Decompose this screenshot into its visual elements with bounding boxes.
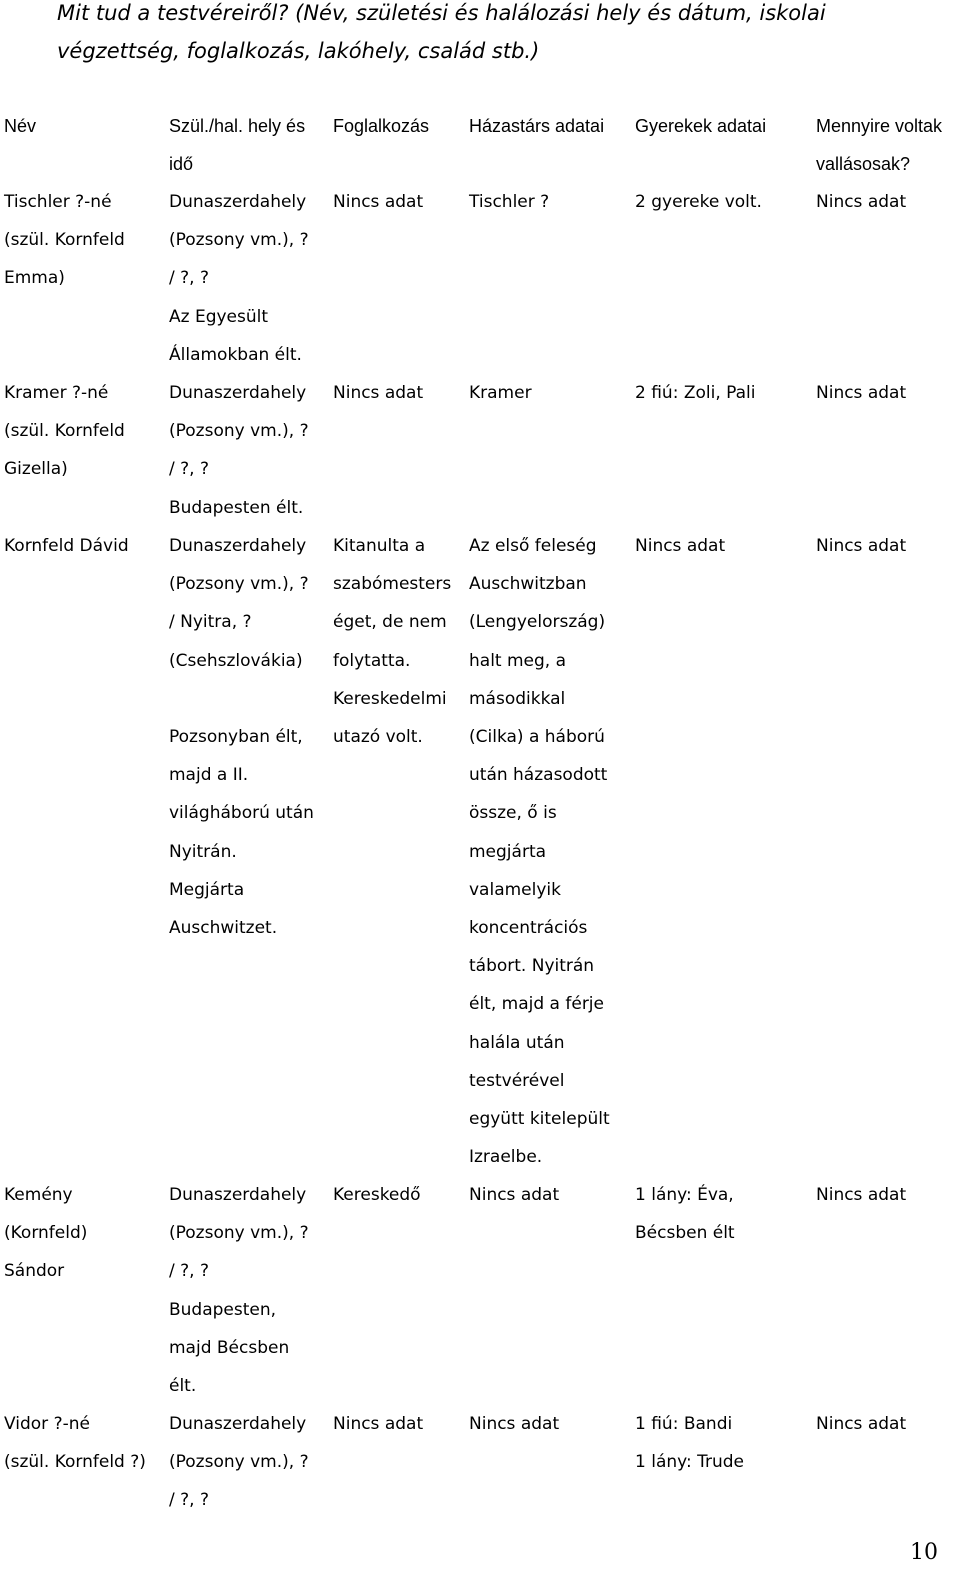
page-number: 10: [910, 1540, 938, 1565]
religiosity-cell: [816, 374, 906, 412]
cell-line: (Pozsony vm.), ?: [169, 421, 309, 442]
cell-line: megjárta: [469, 841, 547, 862]
cell-line: Kereskedelmi: [333, 688, 447, 709]
cell-line: Auschwitzban: [469, 574, 587, 595]
occupation-cell: [333, 374, 423, 412]
cell-line: halt meg, a: [469, 650, 567, 671]
cell-line: Nincs adat: [816, 536, 907, 556]
cell-line: Pozsonyban élt,: [169, 727, 303, 748]
religiosity-cell: [816, 183, 906, 221]
name-cell: [4, 374, 125, 489]
cell-line: (Kornfeld): [4, 1223, 88, 1244]
cell-line: (Pozsony vm.), ?: [169, 1452, 309, 1473]
religiosity-cell: [816, 1176, 906, 1214]
cell-line: másodikkal: [469, 688, 566, 709]
cell-line: testvérével: [469, 1070, 565, 1091]
cell-line: koncentrációs: [469, 918, 588, 939]
children-cell: [635, 1405, 744, 1481]
cell-line: Nincs adat: [635, 536, 726, 556]
cell-line: Gizella): [4, 459, 68, 480]
cell-line: (Lengyelország): [469, 612, 606, 633]
cell-line: Izraelbe.: [469, 1147, 543, 1168]
cell-line: Nincs adat: [469, 1414, 560, 1434]
header-birth: Szül./hal. hely és idő: [169, 116, 306, 175]
cell-line: Tischler ?: [469, 192, 550, 212]
question-line-1: Mit tud a testvéreiről? (Név, születési és halálozási hely és dátum, iskolai: [57, 1, 826, 25]
cell-line: Államokban élt.: [169, 344, 302, 365]
cell-line: Dunaszerdahely: [169, 1185, 307, 1205]
cell-line: Nincs adat: [333, 1414, 424, 1434]
cell-line: világháború után: [169, 803, 314, 824]
cell-line: Kemény: [4, 1185, 73, 1205]
cell-line: Dunaszerdahely: [169, 383, 307, 403]
cell-line: folytatta.: [333, 650, 411, 671]
spouse-cell: [469, 374, 532, 412]
cell-line: élt.: [169, 1376, 197, 1397]
cell-line: (Csehszlovákia): [169, 650, 303, 671]
cell-line: 1 fiú: Bandi: [635, 1414, 733, 1434]
cell-line: élt, majd a férje: [469, 994, 604, 1015]
cell-line: (Pozsony vm.), ?: [169, 1223, 309, 1244]
question-heading: [57, 0, 937, 70]
cell-line: Budapesten,: [169, 1299, 277, 1320]
occupation-cell: [333, 1405, 423, 1443]
cell-line: 1 lány: Éva,: [635, 1185, 734, 1205]
cell-line: / ?, ?: [169, 1490, 209, 1511]
cell-line: Dunaszerdahely: [169, 1414, 307, 1434]
cell-line: (Cilka) a háború: [469, 727, 605, 748]
occupation-cell: [333, 1176, 421, 1214]
cell-line: Az Egyesült: [169, 306, 269, 327]
cell-line: Tischler ?-né: [4, 192, 112, 212]
cell-line: Kramer: [469, 383, 532, 403]
header-spouse: Házastárs adatai: [469, 116, 605, 136]
spouse-cell: [469, 1405, 559, 1443]
cell-line: / Nyitra, ?: [169, 612, 252, 633]
cell-line: 2 gyereke volt.: [635, 192, 762, 212]
cell-line: Dunaszerdahely: [169, 192, 307, 212]
cell-line: Nincs adat: [816, 383, 907, 403]
cell-line: Kornfeld Dávid: [4, 536, 129, 556]
spouse-cell: [469, 527, 610, 1176]
cell-line: Kitanulta a: [333, 536, 426, 556]
birth-death-cell: [169, 527, 314, 947]
cell-line: össze, ő is: [469, 803, 557, 824]
cell-line: Nincs adat: [333, 383, 424, 403]
children-cell: [635, 527, 725, 565]
cell-line: halála után: [469, 1032, 565, 1053]
cell-line: 1 lány: Trude: [635, 1452, 744, 1473]
cell-line: Kramer ?-né: [4, 383, 109, 403]
birth-death-cell: [169, 374, 309, 527]
cell-line: Auschwitzet.: [169, 918, 278, 939]
birth-death-cell: [169, 1176, 309, 1405]
cell-line: (szül. Kornfeld: [4, 421, 125, 442]
cell-line: Nincs adat: [816, 192, 907, 212]
cell-line: Vidor ?-né: [4, 1414, 90, 1434]
occupation-cell: [333, 183, 423, 221]
cell-line: Nincs adat: [333, 192, 424, 212]
cell-line: Sándor: [4, 1261, 65, 1282]
cell-line: majd a II.: [169, 765, 249, 786]
religiosity-cell: [816, 527, 906, 565]
name-cell: [4, 183, 125, 298]
cell-line: Nyitrán.: [169, 841, 237, 862]
cell-line: Dunaszerdahely: [169, 536, 307, 556]
cell-line: tábort. Nyitrán: [469, 956, 595, 977]
religiosity-cell: [816, 1405, 906, 1443]
header-job: Foglalkozás: [333, 116, 430, 136]
cell-line: után házasodott: [469, 765, 608, 786]
cell-line: [169, 680, 314, 718]
cell-line: Az első feleség: [469, 536, 597, 556]
cell-line: (szül. Kornfeld ?): [4, 1452, 146, 1473]
cell-line: Kereskedő: [333, 1185, 421, 1205]
question-line-2: végzettség, foglalkozás, lakóhely, család stb.): [57, 39, 540, 63]
header-religiosity: Mennyire voltak vallásosak?: [816, 116, 943, 175]
cell-line: Nincs adat: [469, 1185, 560, 1205]
cell-line: Megjárta: [169, 879, 245, 900]
birth-death-cell: [169, 183, 309, 374]
cell-line: / ?, ?: [169, 268, 209, 289]
header-kids: Gyerekek adatai: [635, 116, 767, 136]
cell-line: szabómesters: [333, 574, 452, 595]
cell-line: majd Bécsben: [169, 1337, 290, 1358]
children-cell: [635, 374, 756, 412]
occupation-cell: [333, 527, 451, 756]
cell-line: / ?, ?: [169, 459, 209, 480]
cell-line: Nincs adat: [816, 1185, 907, 1205]
header-name: Név: [4, 116, 37, 136]
name-cell: [4, 1176, 87, 1291]
spouse-cell: [469, 183, 549, 221]
cell-line: (Pozsony vm.), ?: [169, 574, 309, 595]
cell-line: együtt kitelepült: [469, 1109, 610, 1130]
cell-line: 2 fiú: Zoli, Pali: [635, 383, 756, 403]
cell-line: (szül. Kornfeld: [4, 230, 125, 251]
cell-line: éget, de nem: [333, 612, 447, 633]
cell-line: Budapesten élt.: [169, 497, 304, 518]
name-cell: [4, 1405, 146, 1481]
cell-line: valamelyik: [469, 879, 561, 900]
children-cell: [635, 1176, 735, 1252]
name-cell: [4, 527, 129, 565]
cell-line: Nincs adat: [816, 1414, 907, 1434]
cell-line: Bécsben élt: [635, 1223, 735, 1244]
cell-line: (Pozsony vm.), ?: [169, 230, 309, 251]
children-cell: [635, 183, 762, 221]
cell-line: / ?, ?: [169, 1261, 209, 1282]
cell-line: Emma): [4, 268, 65, 289]
spouse-cell: [469, 1176, 559, 1214]
cell-line: utazó volt.: [333, 727, 423, 748]
birth-death-cell: [169, 1405, 309, 1520]
